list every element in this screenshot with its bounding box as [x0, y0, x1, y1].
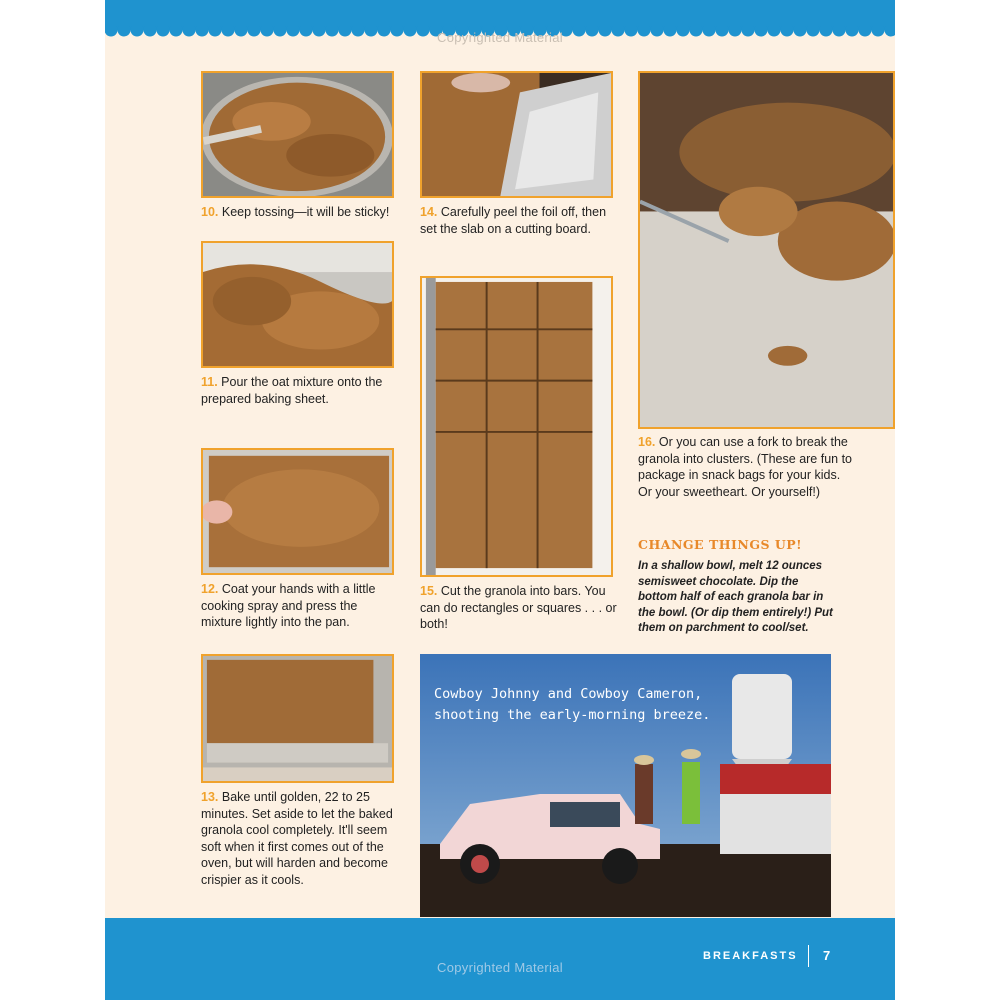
- cookbook-page: [105, 0, 895, 1000]
- photo-step-13: [201, 654, 394, 783]
- photo-step-11: [201, 241, 394, 368]
- footer-divider: [808, 945, 809, 967]
- caption-step-14: 14. Carefully peel the foil off, then set the slab on a cutting board.: [420, 205, 607, 236]
- copyright-watermark-top: Copyrighted Material: [437, 30, 563, 45]
- section-title: BREAKFASTS: [703, 950, 798, 962]
- change-things-up-title: CHANGE THINGS UP!: [638, 537, 803, 552]
- caption-step-15: 15. Cut the granola into bars. You can do rectangles or squares . . . or both!: [420, 584, 617, 631]
- caption-step-16: 16. Or you can use a fork to break the granola into clusters. (These are fun to package in snack bags for your kids. Or your sweetheart. Or yourself!): [638, 435, 853, 499]
- change-things-up-body: In a shallow bowl, melt 12 ounces semisweet chocolate. Dip the bottom half of each granola bar in the bowl. (Or dip them entirely!) Put them on parchment to cool/set.: [638, 560, 833, 634]
- photo-step-10: [201, 71, 394, 198]
- page-number: 7: [823, 948, 831, 963]
- caption-step-12: 12. Coat your hands with a little cooking spray and press the mixture lightly into the pan.: [201, 582, 376, 629]
- cowboy-photo-caption: Cowboy Johnny and Cowboy Cameron, shooting the early-morning breeze.: [434, 686, 711, 723]
- copyright-watermark-bottom: Copyrighted Material: [437, 960, 563, 975]
- caption-step-10: 10. Keep tossing—it will be sticky!: [201, 205, 390, 219]
- photo-step-15: [420, 276, 613, 577]
- photo-step-14: [420, 71, 613, 198]
- photo-step-12: [201, 448, 394, 575]
- cowboy-photo: [420, 654, 831, 917]
- caption-step-11: 11. Pour the oat mixture onto the prepared baking sheet.: [201, 375, 383, 406]
- caption-step-13: 13. Bake until golden, 22 to 25 minutes. Set aside to let the baked granola cool completely. It'll seem soft when it first comes out of the oven, but will harden and become crispier as it cools.: [201, 790, 393, 887]
- photo-step-16: [638, 71, 895, 429]
